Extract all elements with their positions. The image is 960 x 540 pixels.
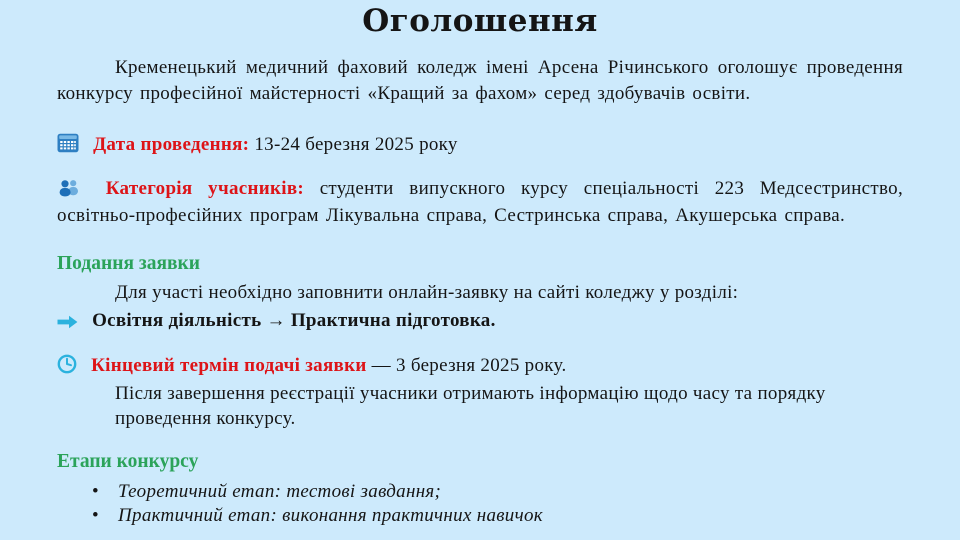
date-value: 13-24 березня 2025 року xyxy=(254,134,458,155)
list-item: • Теоретичний етап: тестові завдання; xyxy=(57,480,903,504)
stages-heading: Етапи конкурсу xyxy=(57,451,199,472)
deadline-label: Кінцевий термін подачі заявки xyxy=(91,355,367,376)
page-title: Оголошення xyxy=(362,3,598,39)
deadline-note: Після завершення реєстрації учасники отримають інформацію щодо часу та порядку проведення конкурсу. xyxy=(115,383,826,429)
category-line xyxy=(57,176,903,229)
intro-paragraph: Кременецький медичний фаховий коледж імені Арсена Річинського оголошує проведення конкурсу професійної майстерності «Кращий за фахом» серед здобувачів освіти. xyxy=(57,57,903,104)
date-label: Дата проведення: xyxy=(93,134,250,155)
arrow-right-icon xyxy=(57,315,78,329)
application-path-line xyxy=(57,309,903,333)
category-label: Категорія учасників: xyxy=(105,178,305,199)
list-item: • Практичний етап: виконання практичних навичок xyxy=(57,504,903,528)
deadline-value: — 3 березня 2025 року. xyxy=(371,355,567,376)
date-line xyxy=(57,132,903,157)
people-icon xyxy=(57,178,81,197)
application-instruction: Для участі необхідно заповнити онлайн-заявку на сайті коледжу у розділі: xyxy=(115,282,739,303)
category-value: студенти випускного курсу спеціальності 223 Медсестринство, освітньо-професійних програм Лікувальна справа, Сестринська справа, Акушерська справа. xyxy=(57,178,903,226)
deadline-line xyxy=(57,353,903,378)
stages-list xyxy=(57,480,903,528)
application-path: Освітня діяльність → Практична підготовка. xyxy=(92,310,496,331)
application-heading: Подання заявки xyxy=(57,253,201,274)
clock-icon xyxy=(57,354,77,374)
calendar-icon xyxy=(57,133,79,153)
